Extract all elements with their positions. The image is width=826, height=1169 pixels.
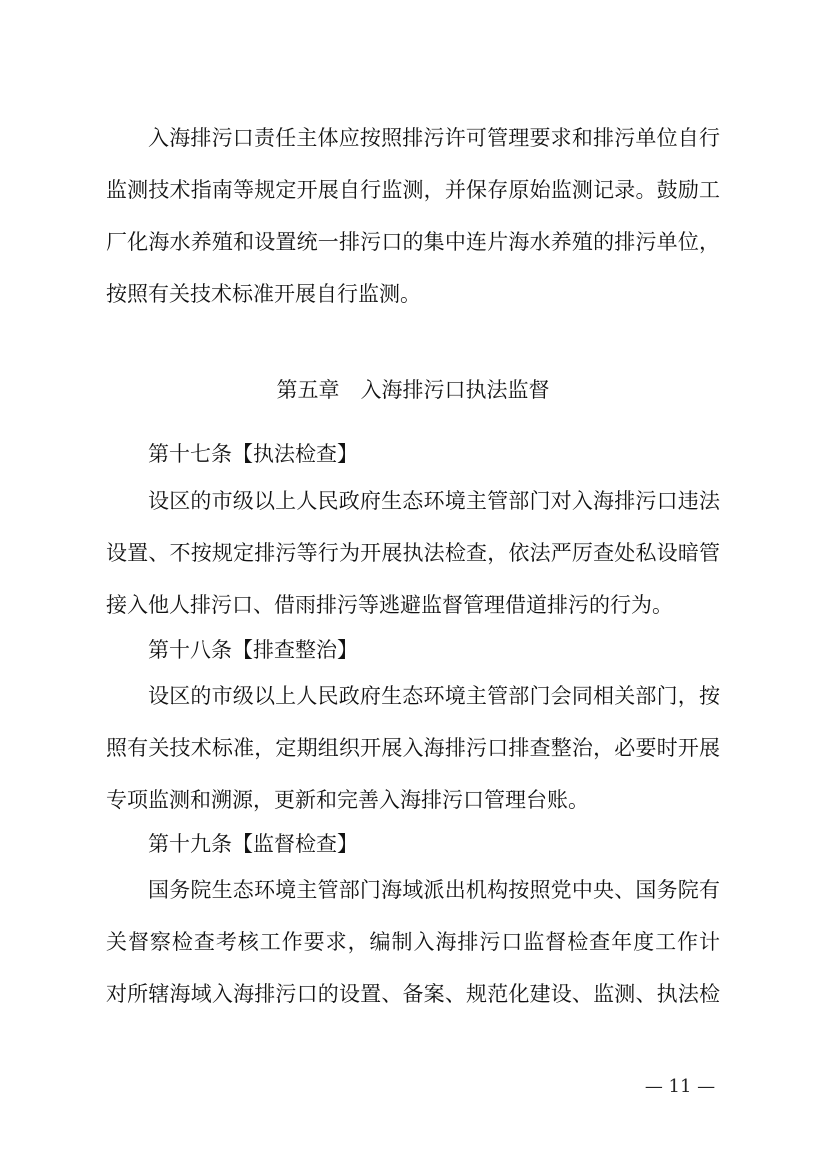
paragraph-1-line-3 bbox=[0, 222, 826, 262]
article-17-line-2 bbox=[0, 533, 826, 573]
paragraph-1-line-2 bbox=[0, 170, 826, 210]
article-17-line-1 bbox=[0, 481, 826, 521]
paragraph-1-line-4 bbox=[0, 274, 826, 314]
text-line: 照有关技术标准，定期组织开展入海排污口排查整治，必要时开展 bbox=[106, 736, 720, 760]
paragraph-1-line-1 bbox=[0, 118, 826, 158]
article-heading: 第十七条【执法检查】 bbox=[148, 442, 358, 466]
text-line: 厂化海水养殖和设置统一排污口的集中连片海水养殖的排污单位， bbox=[106, 230, 720, 254]
text-line: 设区的市级以上人民政府生态环境主管部门对入海排污口违法 bbox=[148, 489, 720, 513]
article-heading: 第十八条【排查整治】 bbox=[148, 638, 358, 662]
text-line: 监测技术指南等规定开展自行监测，并保存原始监测记录。鼓励工 bbox=[106, 178, 720, 202]
text-line: 专项监测和溯源，更新和完善入海排污口管理台账。 bbox=[106, 788, 589, 812]
article-18-line-3 bbox=[0, 780, 826, 820]
article-heading: 第十九条【监督检查】 bbox=[148, 832, 358, 856]
article-19-heading bbox=[0, 824, 826, 864]
article-17-line-3 bbox=[0, 585, 826, 625]
page-number: — 11 — bbox=[644, 1076, 716, 1097]
text-line: 对所辖海域入海排污口的设置、备案、规范化建设、监测、执法检 bbox=[106, 982, 720, 1006]
text-line: 国务院生态环境主管部门海域派出机构按照党中央、国务院有 bbox=[148, 878, 720, 902]
text-line: 设置、不按规定排污等行为开展执法检查，依法严厉查处私设暗管 bbox=[106, 541, 720, 565]
text-line: 按照有关技术标准开展自行监测。 bbox=[106, 282, 421, 306]
article-19-line-3 bbox=[0, 974, 826, 1014]
article-18-line-2 bbox=[0, 728, 826, 768]
text-line: 入海排污口责任主体应按照排污许可管理要求和排污单位自行 bbox=[148, 126, 720, 150]
chapter-title: 第五章 入海排污口执法监督 bbox=[276, 378, 550, 402]
text-line: 接入他人排污口、借雨排污等逃避监督管理借道排污的行为。 bbox=[106, 593, 673, 617]
article-18-heading bbox=[0, 630, 826, 670]
text-line: 关督察检查考核工作要求，编制入海排污口监督检查年度工作计 bbox=[106, 930, 720, 954]
article-19-line-2 bbox=[0, 922, 826, 962]
article-17-heading bbox=[0, 434, 826, 474]
article-19-line-1 bbox=[0, 870, 826, 910]
text-line: 设区的市级以上人民政府生态环境主管部门会同相关部门，按 bbox=[148, 684, 720, 708]
article-18-line-1 bbox=[0, 676, 826, 716]
